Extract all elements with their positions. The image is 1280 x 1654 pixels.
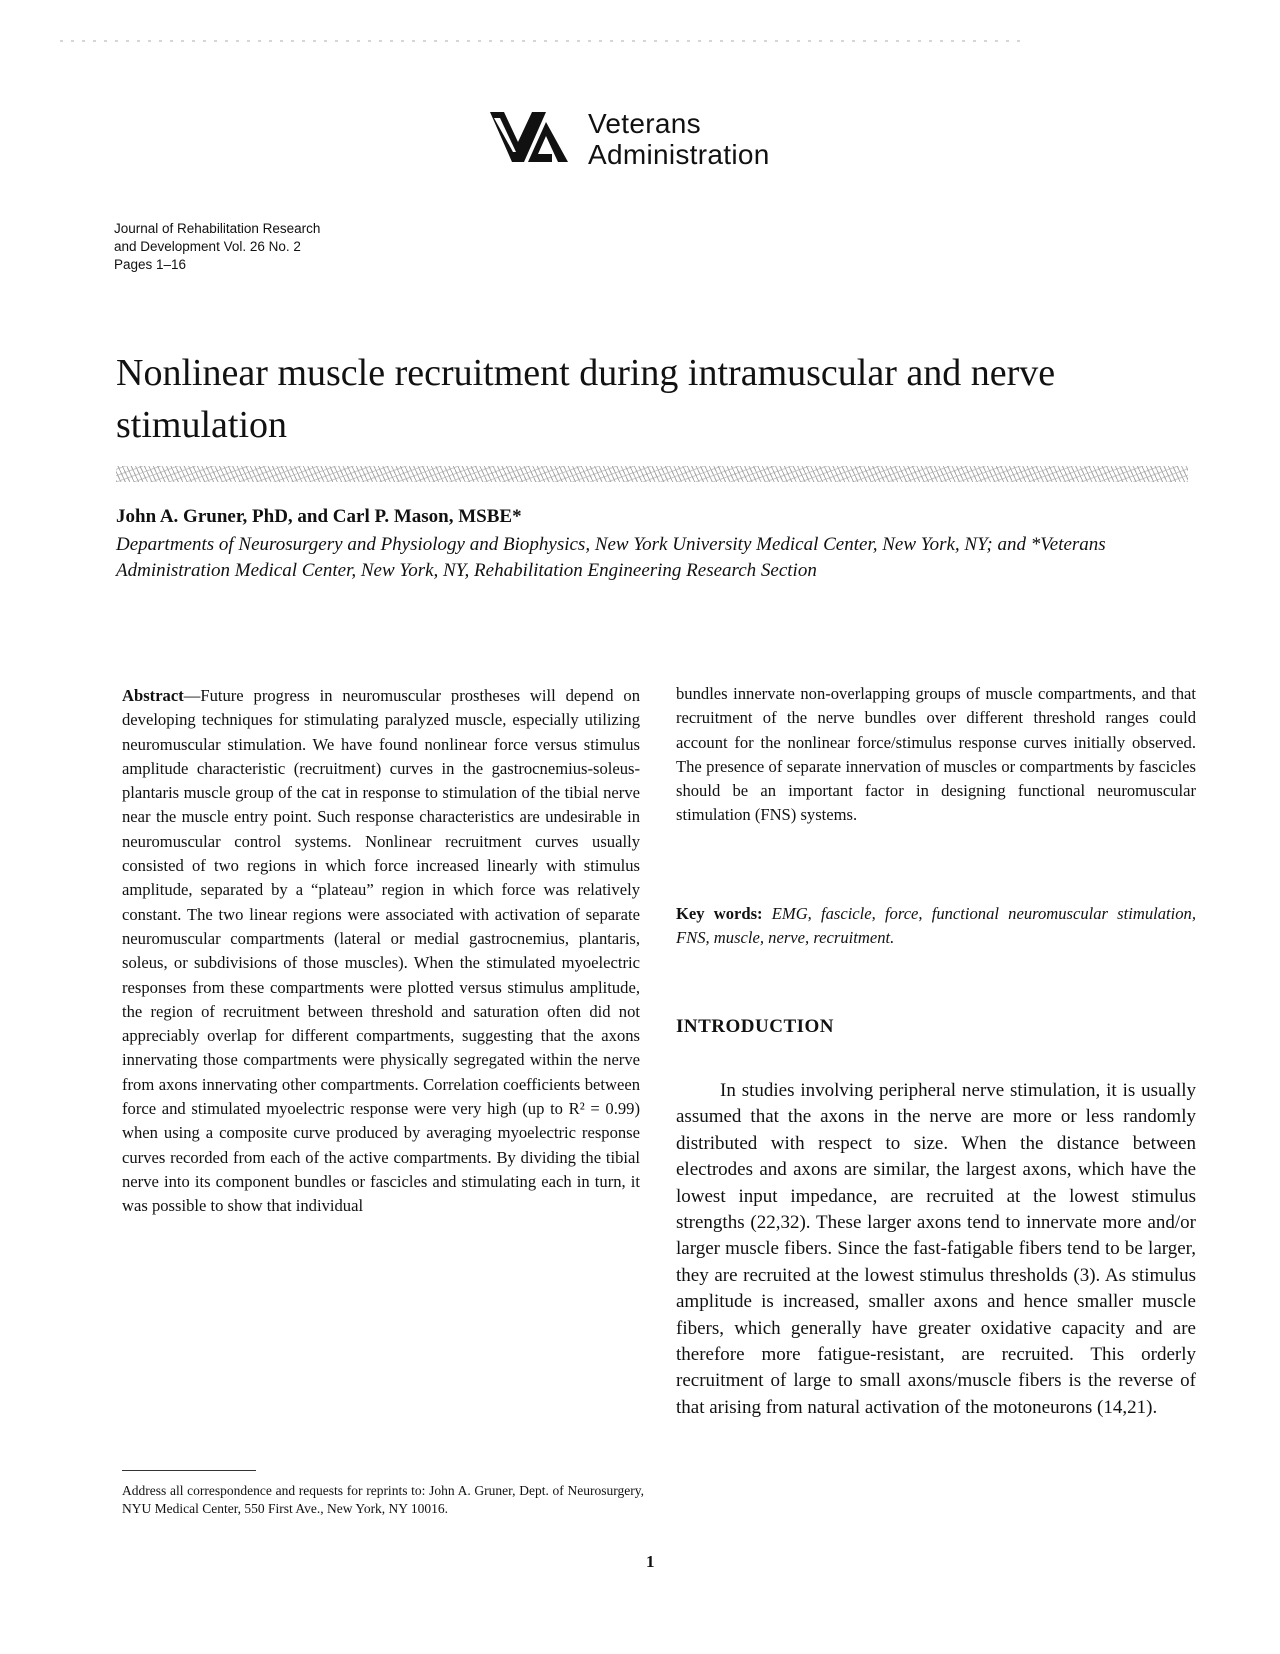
section-heading-introduction: INTRODUCTION bbox=[676, 1016, 835, 1037]
abstract-continuation-text: bundles innervate non-overlapping groups of muscle compartments, and that recruitment of the nerve bundles over different threshold ranges could account for the nonlinear force/stimulus response curves initially observed. The presence of separate innervation of muscles or compartments by fascicles should be an important factor in designing functional neuromuscular stimulation (FNS) systems. bbox=[676, 684, 1196, 825]
introduction-body bbox=[676, 1078, 1196, 1421]
va-wordmark bbox=[588, 108, 770, 170]
page-number: 1 bbox=[646, 1552, 655, 1571]
abstract-continuation bbox=[676, 682, 1196, 828]
affiliation: Departments of Neurosurgery and Physiology and Biophysics, New York University Medical Center, New York, NY; and *Veterans Administration Medical Center, New York, NY, Rehabilitation Engineering Research Section bbox=[116, 534, 1106, 581]
abstract-dash: — bbox=[183, 686, 201, 705]
journal-line-1: Journal of Rehabilitation Research bbox=[114, 221, 321, 236]
paper-title: Nonlinear muscle recruitment during intramuscular and nerve stimulation bbox=[116, 352, 1056, 446]
journal-reference bbox=[114, 220, 320, 274]
keywords-label: Key words: bbox=[676, 904, 763, 923]
correspondence-footnote: Address all correspondence and requests for reprints to: John A. Gruner, Dept. of Neurosurgery, NYU Medical Center, 550 First Ave., New York, NY 10016. bbox=[122, 1483, 644, 1516]
footnote-divider bbox=[122, 1470, 256, 1471]
journal-line-3: Pages 1–16 bbox=[114, 257, 187, 272]
authors: John A. Gruner, PhD, and Carl P. Mason, MSBE* bbox=[116, 506, 522, 527]
scan-artifact-line bbox=[60, 40, 1020, 42]
introduction-paragraph: In studies involving peripheral nerve stimulation, it is usually assumed that the axons in the nerve are more or less randomly distributed with respect to size. When the distance between electrodes and axons are similar, the largest axons, which have the lowest input impedance, are recruited at the lowest stimulus strengths (22,32). These larger axons tend to innervate more and/or larger muscle fibers. Since the fast-fatigable fibers tend to be larger, they are recruited at the lowest stimulus thresholds (3). As stimulus amplitude is increased, smaller axons and hence smaller muscle fibers, which generally have greater oxidative capacity and are therefore more fatigue-resistant, are recruited. This orderly recruitment of large to small axons/muscle fibers is the reverse of that arising from natural activation of the motoneurons (14,21). bbox=[676, 1080, 1196, 1418]
abstract-text: Future progress in neuromuscular prostheses will depend on developing techniques for stimulating paralyzed muscle, especially utilizing neuromuscular stimulation. We have found nonlinear force versus stimulus amplitude characteristic (recruitment) curves in the gastrocnemius-soleus-plantaris muscle group of the cat in response to stimulation of the tibial nerve near the muscle entry point. Such response characteristics are undesirable in neuromuscular control systems. Nonlinear recruitment curves usually consisted of two regions in which force increased linearly with stimulus amplitude, separated by a “plateau” region in which force was relatively constant. The two linear regions were associated with activation of separate neuromuscular compartments (lateral or medial gastrocnemius, plantaris, soleus, or subdivisions of those muscles). When the stimulated myoelectric responses from these compartments were plotted versus stimulus amplitude, the region of recruitment between threshold and saturation often did not appreciably overlap for different compartments, suggesting that the axons innervating those compartments were physically segregated within the nerve from axons innervating other compartments. Correlation coefficients between force and stimulated myoelectric response were very high (up to R² = 0.99) when using a composite curve produced by averaging myoelectric response curves recorded from each of the active compartments. By dividing the tibial nerve into its component bundles or fascicles and stimulating each in turn, it was possible to show that individual bbox=[122, 686, 640, 1216]
title-divider bbox=[116, 466, 1188, 482]
abstract-column bbox=[122, 684, 640, 1219]
va-logo-icon bbox=[488, 108, 570, 166]
abstract-label: Abstract bbox=[122, 686, 184, 705]
keywords-text: EMG, fascicle, force, functional neuromuscular stimulation, FNS, muscle, nerve, recruitment. bbox=[676, 904, 1196, 948]
brand-line-1: Veterans bbox=[588, 108, 701, 139]
keywords bbox=[676, 902, 1196, 951]
abstract-paragraph bbox=[122, 684, 640, 1219]
brand-line-2: Administration bbox=[588, 139, 770, 170]
journal-line-2: and Development Vol. 26 No. 2 bbox=[114, 239, 301, 254]
